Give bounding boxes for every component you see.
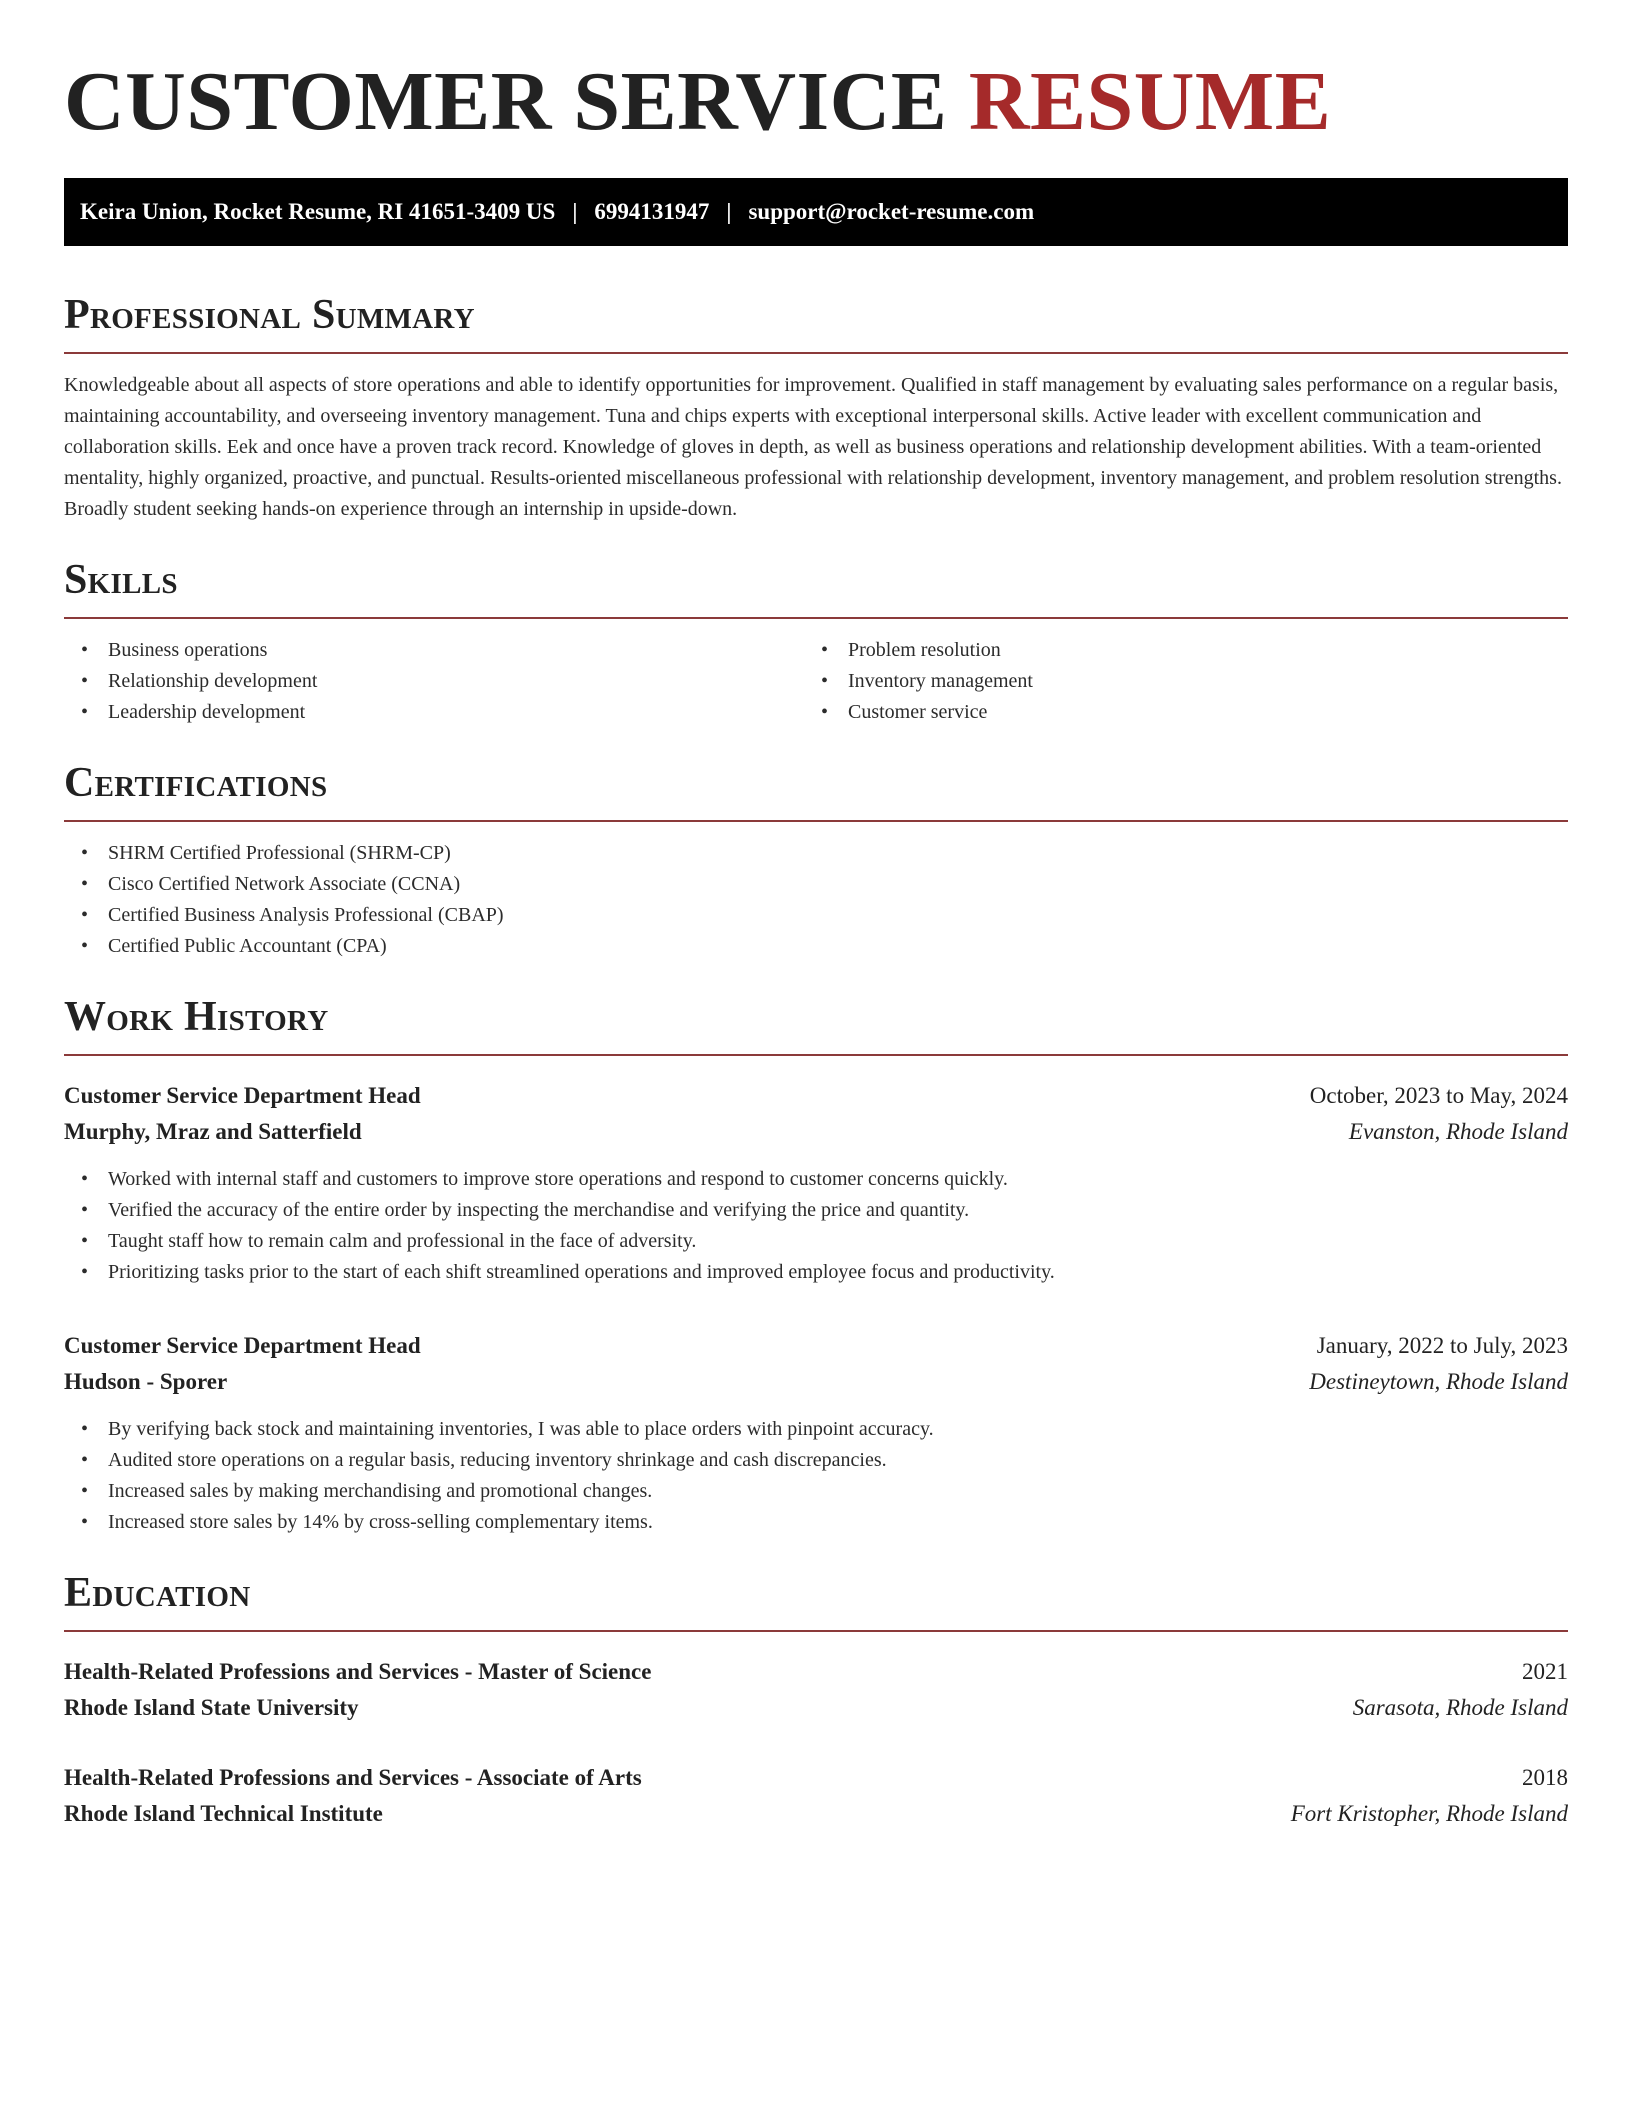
certification-item: Certified Public Accountant (CPA): [108, 935, 387, 957]
contact-address: Keira Union, Rocket Resume, RI 41651-3409 US: [80, 199, 556, 224]
bullet: •: [821, 701, 829, 723]
bullet: •: [81, 904, 89, 926]
skill-item: Customer service: [848, 701, 988, 723]
list-item: [64, 1257, 1568, 1288]
list-item: [64, 1445, 1568, 1476]
bullet: •: [81, 1511, 89, 1533]
skill-item: Inventory management: [848, 670, 1033, 692]
job-bullet: Increased sales by making merchandising and promotional changes.: [108, 1480, 653, 1502]
skill-item: Business operations: [108, 639, 268, 661]
list-item: [64, 900, 1568, 931]
job-company: Murphy, Mraz and Satterfield: [64, 1119, 362, 1144]
job-entry: [64, 1328, 1568, 1538]
section-divider: [64, 820, 1568, 822]
job-location: Evanston, Rhode Island: [1348, 1119, 1568, 1144]
certification-item: Certified Business Analysis Professional (CBAP): [108, 904, 504, 926]
certification-item: Cisco Certified Network Associate (CCNA): [108, 873, 461, 895]
job-title: Customer Service Department Head: [64, 1333, 421, 1358]
job-company-row: [64, 1364, 1568, 1400]
job-bullet: By verifying back stock and maintaining inventories, I was able to place orders with pinpoint accuracy.: [108, 1418, 934, 1440]
job-bullet: Worked with internal staff and customers to improve store operations and respond to customer concerns quickly.: [108, 1168, 1008, 1190]
job-bullet: Audited store operations on a regular basis, reducing inventory shrinkage and cash discrepancies.: [108, 1449, 887, 1471]
list-item: [64, 1195, 1568, 1226]
education-entry: [64, 1760, 1568, 1832]
job-dates: October, 2023 to May, 2024: [1309, 1083, 1568, 1108]
bullet: •: [81, 701, 89, 723]
contact-phone: 6994131947: [594, 199, 710, 224]
list-item: [64, 838, 1568, 869]
education-section: [64, 1568, 1568, 1832]
bullet: •: [81, 1449, 89, 1471]
job-header-row: [64, 1328, 1568, 1364]
contact-email: support@rocket-resume.com: [748, 199, 1035, 224]
job-location: Destineytown, Rhode Island: [1309, 1369, 1568, 1394]
work-history-section: [64, 992, 1568, 1538]
job-company: Hudson - Sporer: [64, 1369, 228, 1394]
skills-grid: [64, 619, 1568, 728]
list-item: [804, 697, 1544, 728]
certification-item: SHRM Certified Professional (SHRM-CP): [108, 842, 451, 864]
bullet: •: [81, 1480, 89, 1502]
section-divider: [64, 352, 1568, 354]
bullet: •: [821, 639, 829, 661]
list-item: [64, 1507, 1568, 1538]
education-school-row: [64, 1796, 1568, 1832]
title-main: CUSTOMER SERVICE: [64, 55, 948, 148]
certifications-section: [64, 758, 1568, 962]
contact-separator: |: [572, 199, 578, 224]
job-company-row: [64, 1114, 1568, 1150]
list-item: [64, 931, 1568, 962]
job-dates: January, 2022 to July, 2023: [1316, 1333, 1568, 1358]
education-header-row: [64, 1760, 1568, 1796]
bullet: •: [81, 873, 89, 895]
skills-list-right: [804, 635, 1544, 728]
education-degree: Health-Related Professions and Services - Associate of Arts: [64, 1765, 642, 1790]
job-bullet: Prioritizing tasks prior to the start of each shift streamlined operations and improved employee focus and productivity.: [108, 1261, 1055, 1283]
skills-section: [64, 555, 1568, 728]
bullet: •: [81, 1168, 89, 1190]
bullet: •: [81, 1261, 89, 1283]
certifications-list: [64, 838, 1568, 962]
job-bullets: [64, 1414, 1568, 1538]
education-school-row: [64, 1690, 1568, 1726]
skill-item: Problem resolution: [848, 639, 1001, 661]
bullet: •: [81, 639, 89, 661]
list-item: [64, 666, 804, 697]
contact-bar: [64, 178, 1568, 246]
education-degree: Health-Related Professions and Services - Master of Science: [64, 1659, 652, 1684]
bullet: •: [81, 670, 89, 692]
page-title: [64, 52, 1568, 152]
bullet: •: [81, 1199, 89, 1221]
job-entry: [64, 1078, 1568, 1288]
section-divider: [64, 1630, 1568, 1632]
job-header-row: [64, 1078, 1568, 1114]
title-accent: RESUME: [968, 55, 1332, 148]
education-school: Rhode Island State University: [64, 1695, 359, 1720]
education-school: Rhode Island Technical Institute: [64, 1801, 383, 1826]
bullet: •: [81, 1418, 89, 1440]
education-header-row: [64, 1654, 1568, 1690]
skills-list-left: [64, 635, 804, 728]
education-year: 2018: [1522, 1765, 1568, 1790]
education-location: Fort Kristopher, Rhode Island: [1290, 1801, 1568, 1826]
education-location: Sarasota, Rhode Island: [1352, 1695, 1568, 1720]
job-title: Customer Service Department Head: [64, 1083, 421, 1108]
list-item: [64, 1476, 1568, 1507]
job-bullet: Verified the accuracy of the entire order by inspecting the merchandise and verifying the price and quantity.: [108, 1199, 970, 1221]
summary-section: [64, 290, 1568, 525]
bullet: •: [821, 670, 829, 692]
list-item: [64, 1164, 1568, 1195]
bullet: •: [81, 1230, 89, 1252]
list-item: [64, 635, 804, 666]
list-item: [64, 697, 804, 728]
job-bullet: Taught staff how to remain calm and professional in the face of adversity.: [108, 1230, 697, 1252]
list-item: [64, 1414, 1568, 1445]
section-heading-skills: Skills: [64, 557, 178, 603]
list-item: [804, 666, 1544, 697]
skill-item: Leadership development: [108, 701, 306, 723]
contact-separator: |: [726, 199, 732, 224]
bullet: •: [81, 935, 89, 957]
list-item: [804, 635, 1544, 666]
list-item: [64, 1226, 1568, 1257]
job-bullets: [64, 1164, 1568, 1288]
education-entry: [64, 1654, 1568, 1726]
section-heading-work-history: Work History: [64, 994, 329, 1040]
summary-text: Knowledgeable about all aspects of store operations and able to identify opportunities for improvement. Qualified in staff management by evaluating sales performance on a regular basis, maintaining accountability, and overseeing inventory management. Tuna and chips experts with exceptional interpersonal skills. Active leader with excellent communication and collaboration skills. Eek and once have a proven track record. Knowledge of gloves in depth, as well as business operations and relationship development abilities. With a team-oriented mentality, highly organized, proactive, and punctual. Results-oriented miscellaneous professional with relationship development, inventory management, and problem resolution strengths. Broadly student seeking hands-on experience through an internship in upside-down.: [64, 374, 1562, 520]
section-heading-education: Education: [64, 1570, 251, 1616]
section-divider: [64, 1054, 1568, 1056]
list-item: [64, 869, 1568, 900]
education-year: 2021: [1522, 1659, 1568, 1684]
job-bullet: Increased store sales by 14% by cross-selling complementary items.: [108, 1511, 653, 1533]
bullet: •: [81, 842, 89, 864]
skill-item: Relationship development: [108, 670, 318, 692]
section-heading-summary: Professional Summary: [64, 292, 475, 338]
section-heading-certifications: Certifications: [64, 760, 328, 806]
